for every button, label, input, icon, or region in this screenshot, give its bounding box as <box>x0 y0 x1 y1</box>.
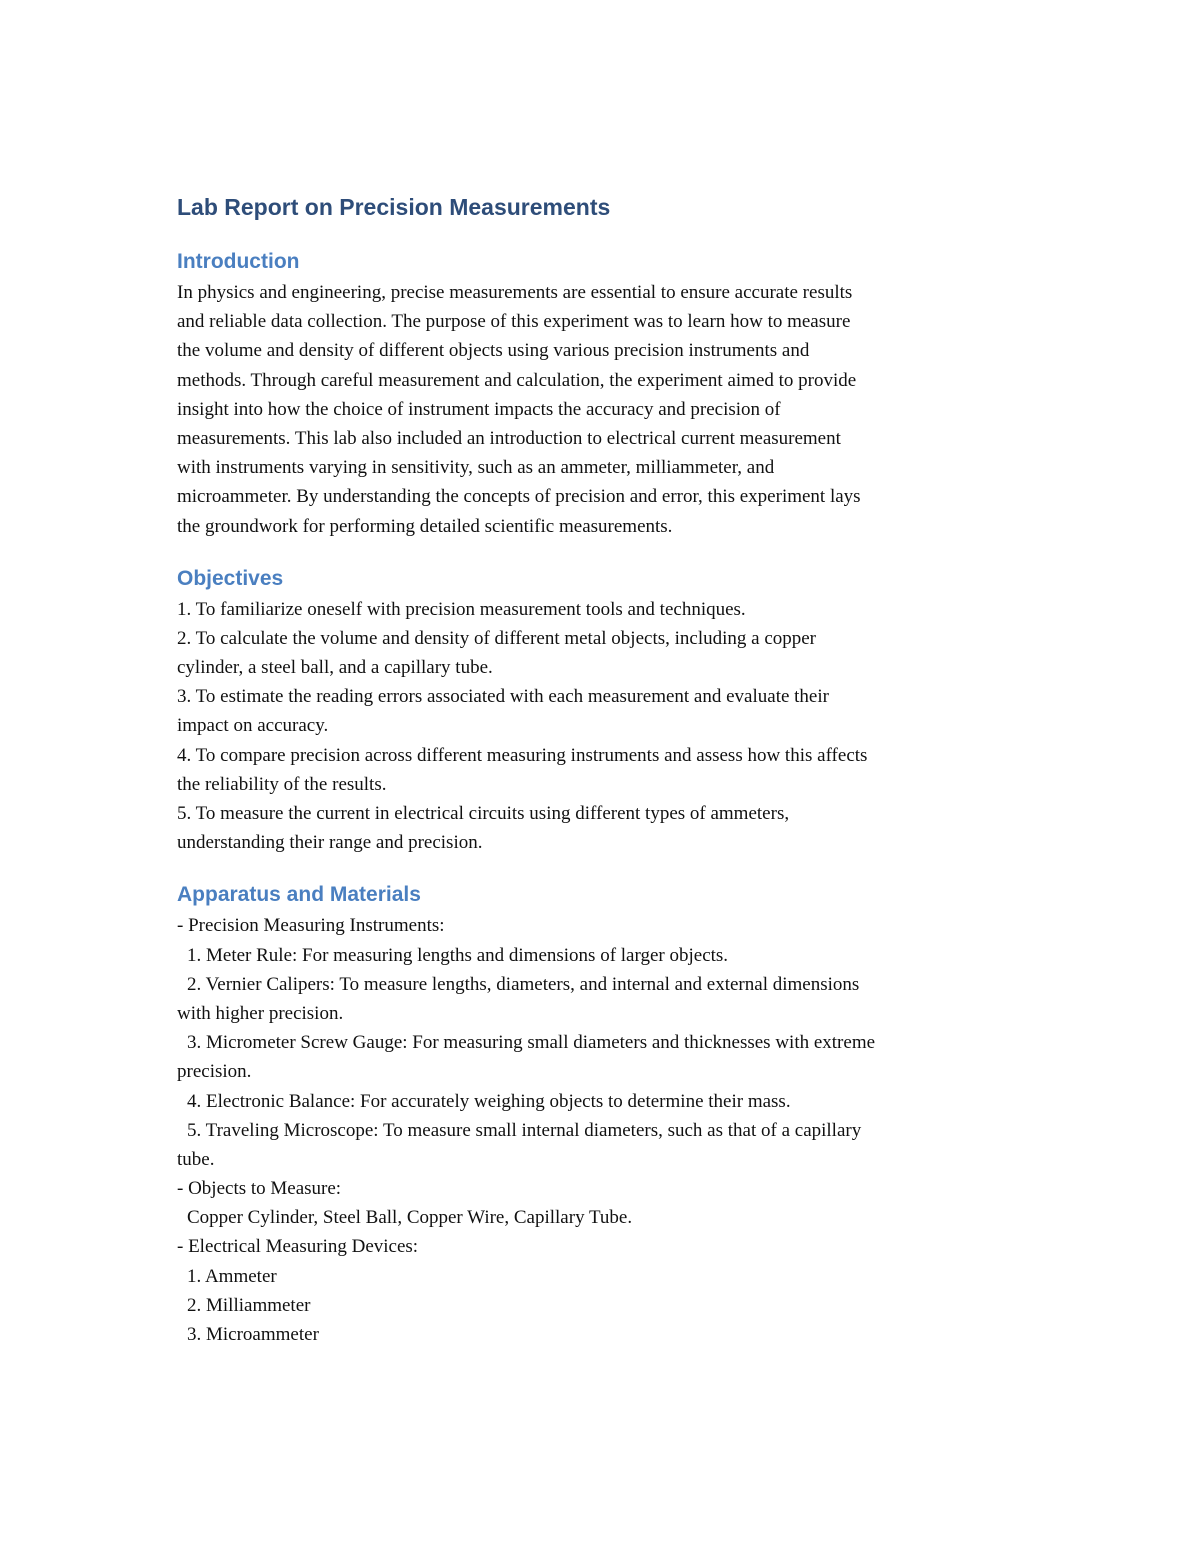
document-title: Lab Report on Precision Measurements <box>177 194 611 220</box>
introduction-line: microammeter. By understanding the concepts of precision and error, this experiment lays <box>177 486 861 508</box>
apparatus-line: 2. Milliammeter <box>187 1294 311 1316</box>
introduction-line: the volume and density of different objects using various precision instruments and <box>177 340 810 362</box>
apparatus-line: 5. Traveling Microscope: To measure small internal diameters, such as that of a capillary <box>187 1119 862 1141</box>
objective-line: 1. To familiarize oneself with precision measurement tools and techniques. <box>177 598 746 620</box>
objective-line: 4. To compare precision across different measuring instruments and assess how this affects <box>177 744 868 766</box>
apparatus-line: - Precision Measuring Instruments: <box>177 915 445 937</box>
apparatus-line: 1. Ammeter <box>187 1265 277 1287</box>
introduction-paragraph <box>177 278 1027 541</box>
objective-line: 5. To measure the current in electrical circuits using different types of ammeters, <box>177 803 790 824</box>
apparatus-line: tube. <box>177 1148 215 1170</box>
introduction-line: In physics and engineering, precise measurements are essential to ensure accurate results <box>177 282 853 303</box>
apparatus-line: 3. Micrometer Screw Gauge: For measuring small diameters and thicknesses with extreme <box>187 1032 876 1054</box>
introduction-heading: Introduction <box>177 250 300 273</box>
apparatus-line: 1. Meter Rule: For measuring lengths and dimensions of larger objects. <box>187 944 729 966</box>
objective-line: cylinder, a steel ball, and a capillary tube. <box>177 657 493 679</box>
objectives-list <box>177 595 1027 858</box>
apparatus-heading: Apparatus and Materials <box>177 883 421 907</box>
apparatus-line: 3. Microammeter <box>187 1324 319 1345</box>
introduction-line: the groundwork for performing detailed scientific measurements. <box>177 515 673 537</box>
introduction-line: with instruments varying in sensitivity, such as an ammeter, milliammeter, and <box>177 457 775 479</box>
introduction-line: measurements. This lab also included an introduction to electrical current measurement <box>177 427 841 449</box>
apparatus-line: with higher precision. <box>177 1002 344 1024</box>
objective-line: understanding their range and precision. <box>177 832 483 854</box>
apparatus-list <box>177 911 1027 1349</box>
introduction-line: and reliable data collection. The purpose of this experiment was to learn how to measure <box>177 311 851 333</box>
document-body <box>177 190 1027 1349</box>
objective-line: 3. To estimate the reading errors associated with each measurement and evaluate their <box>177 686 829 708</box>
objective-line: 2. To calculate the volume and density of different metal objects, including a copper <box>177 627 817 649</box>
apparatus-line: - Objects to Measure: <box>177 1178 342 1200</box>
objective-line: the reliability of the results. <box>177 773 387 795</box>
apparatus-line: precision. <box>177 1061 252 1083</box>
introduction-line: methods. Through careful measurement and calculation, the experiment aimed to provide <box>177 369 857 391</box>
objectives-heading: Objectives <box>177 566 284 590</box>
apparatus-line: 4. Electronic Balance: For accurately weighing objects to determine their mass. <box>187 1090 791 1112</box>
apparatus-line: Copper Cylinder, Steel Ball, Copper Wire, Capillary Tube. <box>187 1207 633 1229</box>
introduction-line: insight into how the choice of instrument impacts the accuracy and precision of <box>177 398 781 420</box>
apparatus-line: 2. Vernier Calipers: To measure lengths, diameters, and internal and external dimensions <box>187 973 860 995</box>
objective-line: impact on accuracy. <box>177 715 329 737</box>
apparatus-line: - Electrical Measuring Devices: <box>177 1236 419 1258</box>
